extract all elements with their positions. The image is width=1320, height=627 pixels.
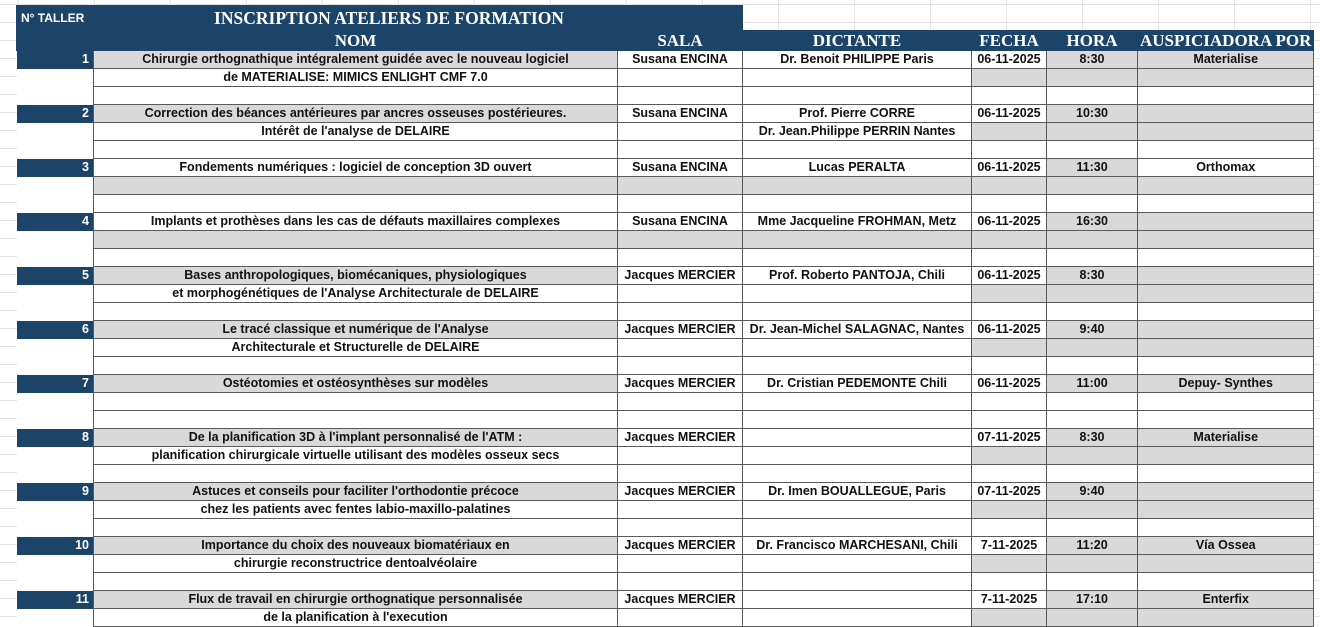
workshop-number-cell[interactable]: 5 bbox=[17, 267, 94, 285]
header-row-2 bbox=[17, 31, 1314, 51]
table-row bbox=[17, 213, 1314, 231]
auspiciadora-cell[interactable] bbox=[1138, 501, 1314, 519]
auspiciadora-cell[interactable] bbox=[1138, 447, 1314, 465]
table-row bbox=[17, 537, 1314, 555]
empty-cell[interactable] bbox=[1138, 303, 1314, 321]
empty-cell[interactable] bbox=[17, 87, 94, 105]
table-row bbox=[17, 105, 1314, 123]
empty-cell[interactable] bbox=[743, 465, 972, 483]
fecha-cell[interactable]: 7-11-2025 bbox=[972, 591, 1047, 609]
sala-cell[interactable]: Jacques MERCIER bbox=[618, 375, 743, 393]
dictante-cell[interactable]: Dr. Cristian PEDEMONTE Chili bbox=[743, 375, 972, 393]
sala-cell[interactable]: Susana ENCINA bbox=[618, 105, 743, 123]
dictante-cell[interactable] bbox=[743, 591, 972, 609]
nom-cell[interactable]: Chirurgie orthognathique intégralement guidée avec le nouveau logiciel bbox=[94, 51, 618, 69]
empty-cell[interactable] bbox=[972, 519, 1047, 537]
nom-cell[interactable] bbox=[94, 231, 618, 249]
empty-cell[interactable] bbox=[17, 141, 94, 159]
nom-cell[interactable] bbox=[94, 177, 618, 195]
fecha-cell[interactable] bbox=[972, 285, 1047, 303]
sala-cell[interactable]: Jacques MERCIER bbox=[618, 537, 743, 555]
empty-cell[interactable] bbox=[1138, 249, 1314, 267]
hora-cell[interactable]: 16:30 bbox=[1047, 213, 1138, 231]
nom-cell[interactable]: Architecturale et Structurelle de DELAIRE bbox=[94, 339, 618, 357]
nom-cell[interactable]: chirurgie reconstructrice dentoalvéolaire bbox=[94, 555, 618, 573]
blank-row bbox=[17, 465, 1314, 483]
auspiciadora-cell[interactable]: Materialise bbox=[1138, 429, 1314, 447]
blank-row bbox=[17, 141, 1314, 159]
empty-cell[interactable] bbox=[1138, 465, 1314, 483]
empty-cell[interactable] bbox=[17, 231, 94, 249]
table-row bbox=[17, 609, 1314, 627]
dictante-cell[interactable]: Prof. Pierre CORRE bbox=[743, 105, 972, 123]
empty-cell[interactable] bbox=[17, 339, 94, 357]
auspiciadora-cell[interactable] bbox=[1138, 555, 1314, 573]
n-taller-header[interactable]: N° TALLER bbox=[17, 6, 94, 51]
dictante-cell[interactable]: Dr. Francisco MARCHESANI, Chili bbox=[743, 537, 972, 555]
hora-cell[interactable]: 11:20 bbox=[1047, 537, 1138, 555]
dictante-cell[interactable] bbox=[743, 69, 972, 87]
column-header-dictante[interactable]: DICTANTE bbox=[743, 31, 972, 51]
table-row bbox=[17, 501, 1314, 519]
auspiciadora-cell[interactable] bbox=[1138, 69, 1314, 87]
empty-cell[interactable] bbox=[972, 141, 1047, 159]
empty-cell[interactable] bbox=[1138, 87, 1314, 105]
sala-cell[interactable] bbox=[618, 501, 743, 519]
fecha-cell[interactable] bbox=[972, 123, 1047, 141]
workshop-number-cell[interactable]: 3 bbox=[17, 159, 94, 177]
fecha-cell[interactable]: 06-11-2025 bbox=[972, 51, 1047, 69]
empty-cell[interactable] bbox=[972, 195, 1047, 213]
empty-cell[interactable] bbox=[17, 465, 94, 483]
hora-cell[interactable] bbox=[1047, 339, 1138, 357]
dictante-cell[interactable] bbox=[743, 339, 972, 357]
empty-cell[interactable] bbox=[1047, 141, 1138, 159]
empty-cell[interactable] bbox=[1047, 195, 1138, 213]
dictante-cell[interactable] bbox=[743, 177, 972, 195]
blank-row bbox=[17, 519, 1314, 537]
fecha-cell[interactable]: 07-11-2025 bbox=[972, 429, 1047, 447]
hora-cell[interactable]: 8:30 bbox=[1047, 267, 1138, 285]
empty-cell[interactable] bbox=[1138, 195, 1314, 213]
fecha-cell[interactable]: 06-11-2025 bbox=[972, 105, 1047, 123]
column-header-hora[interactable]: HORA bbox=[1047, 31, 1138, 51]
nom-cell[interactable]: Le tracé classique et numérique de l'Analyse bbox=[94, 321, 618, 339]
dictante-cell[interactable]: Mme Jacqueline FROHMAN, Metz bbox=[743, 213, 972, 231]
auspiciadora-cell[interactable] bbox=[1138, 213, 1314, 231]
auspiciadora-cell[interactable] bbox=[1138, 483, 1314, 501]
nom-cell[interactable]: et morphogénétiques de l'Analyse Architecturale de DELAIRE bbox=[94, 285, 618, 303]
auspiciadora-cell[interactable]: Orthomax bbox=[1138, 159, 1314, 177]
hora-cell[interactable] bbox=[1047, 285, 1138, 303]
dictante-cell[interactable]: Lucas PERALTA bbox=[743, 159, 972, 177]
sala-cell[interactable] bbox=[618, 609, 743, 627]
nom-cell[interactable]: Fondements numériques : logiciel de conception 3D ouvert bbox=[94, 159, 618, 177]
dictante-cell[interactable] bbox=[743, 393, 972, 411]
fecha-cell[interactable]: 06-11-2025 bbox=[972, 375, 1047, 393]
empty-cell[interactable] bbox=[743, 195, 972, 213]
empty-cell[interactable] bbox=[17, 303, 94, 321]
header-empty-cells[interactable] bbox=[743, 6, 1314, 31]
empty-cell[interactable] bbox=[1047, 87, 1138, 105]
sala-cell[interactable] bbox=[618, 231, 743, 249]
hora-cell[interactable]: 8:30 bbox=[1047, 429, 1138, 447]
empty-cell[interactable] bbox=[94, 411, 618, 429]
auspiciadora-cell[interactable] bbox=[1138, 393, 1314, 411]
empty-cell[interactable] bbox=[618, 519, 743, 537]
empty-cell[interactable] bbox=[743, 357, 972, 375]
hora-cell[interactable] bbox=[1047, 231, 1138, 249]
blank-row bbox=[17, 303, 1314, 321]
blank-row bbox=[17, 195, 1314, 213]
empty-cell[interactable] bbox=[17, 123, 94, 141]
nom-cell[interactable]: Flux de travail en chirurgie orthognatique personnalisée bbox=[94, 591, 618, 609]
sala-cell[interactable]: Jacques MERCIER bbox=[618, 267, 743, 285]
table-row bbox=[17, 51, 1314, 69]
nom-cell[interactable]: de la planification à l'execution bbox=[94, 609, 618, 627]
empty-cell[interactable] bbox=[743, 249, 972, 267]
sala-cell[interactable] bbox=[618, 123, 743, 141]
sheet-title[interactable]: INSCRIPTION ATELIERS DE FORMATION bbox=[94, 6, 743, 31]
blank-row bbox=[17, 249, 1314, 267]
auspiciadora-cell[interactable] bbox=[1138, 339, 1314, 357]
empty-cell[interactable] bbox=[94, 573, 618, 591]
fecha-cell[interactable] bbox=[972, 393, 1047, 411]
table-row bbox=[17, 69, 1314, 87]
empty-cell[interactable] bbox=[1138, 141, 1314, 159]
column-header-sala[interactable]: SALA bbox=[618, 31, 743, 51]
empty-cell[interactable] bbox=[17, 177, 94, 195]
auspiciadora-cell[interactable] bbox=[1138, 231, 1314, 249]
nom-cell[interactable]: Intérêt de l'analyse de DELAIRE bbox=[94, 123, 618, 141]
empty-cell[interactable] bbox=[1138, 519, 1314, 537]
fecha-cell[interactable] bbox=[972, 69, 1047, 87]
sala-cell[interactable]: Susana ENCINA bbox=[618, 159, 743, 177]
empty-cell[interactable] bbox=[94, 249, 618, 267]
fecha-cell[interactable]: 06-11-2025 bbox=[972, 267, 1047, 285]
auspiciadora-cell[interactable] bbox=[1138, 123, 1314, 141]
workshop-number-cell[interactable]: 4 bbox=[17, 213, 94, 231]
column-header-auspiciadora[interactable]: AUSPICIADORA POR bbox=[1138, 31, 1314, 51]
empty-cell[interactable] bbox=[17, 357, 94, 375]
hora-cell[interactable]: 8:30 bbox=[1047, 51, 1138, 69]
dictante-cell[interactable]: Dr. Benoit PHILIPPE Paris bbox=[743, 51, 972, 69]
empty-cell[interactable] bbox=[94, 141, 618, 159]
empty-cell[interactable] bbox=[618, 141, 743, 159]
blank-row bbox=[17, 573, 1314, 591]
empty-cell[interactable] bbox=[17, 501, 94, 519]
blank-row bbox=[17, 411, 1314, 429]
empty-cell[interactable] bbox=[94, 519, 618, 537]
column-header-fecha[interactable]: FECHA bbox=[972, 31, 1047, 51]
empty-cell[interactable] bbox=[94, 357, 618, 375]
empty-cell[interactable] bbox=[972, 303, 1047, 321]
empty-cell[interactable] bbox=[17, 573, 94, 591]
empty-cell[interactable] bbox=[972, 465, 1047, 483]
nom-cell[interactable] bbox=[94, 393, 618, 411]
nom-cell[interactable]: chez les patients avec fentes labio-maxillo-palatines bbox=[94, 501, 618, 519]
empty-cell[interactable] bbox=[618, 411, 743, 429]
empty-cell[interactable] bbox=[618, 303, 743, 321]
empty-cell[interactable] bbox=[618, 249, 743, 267]
nom-cell[interactable]: Ostéotomies et ostéosynthèses sur modèles bbox=[94, 375, 618, 393]
table-row bbox=[17, 483, 1314, 501]
hora-cell[interactable]: 9:40 bbox=[1047, 483, 1138, 501]
empty-cell[interactable] bbox=[1047, 303, 1138, 321]
auspiciadora-cell[interactable] bbox=[1138, 609, 1314, 627]
hora-cell[interactable]: 11:00 bbox=[1047, 375, 1138, 393]
empty-cell[interactable] bbox=[972, 249, 1047, 267]
hora-cell[interactable] bbox=[1047, 609, 1138, 627]
hora-cell[interactable] bbox=[1047, 177, 1138, 195]
auspiciadora-cell[interactable] bbox=[1138, 321, 1314, 339]
empty-cell[interactable] bbox=[972, 411, 1047, 429]
empty-cell[interactable] bbox=[743, 519, 972, 537]
fecha-cell[interactable] bbox=[972, 177, 1047, 195]
table-row bbox=[17, 123, 1314, 141]
table-row bbox=[17, 375, 1314, 393]
empty-cell[interactable] bbox=[743, 573, 972, 591]
fecha-cell[interactable] bbox=[972, 609, 1047, 627]
nom-cell[interactable]: Astuces et conseils pour faciliter l'orthodontie précoce bbox=[94, 483, 618, 501]
table-row bbox=[17, 393, 1314, 411]
table-row bbox=[17, 555, 1314, 573]
sala-cell[interactable] bbox=[618, 177, 743, 195]
empty-cell[interactable] bbox=[17, 609, 94, 627]
nom-cell[interactable]: de MATERIALISE: MIMICS ENLIGHT CMF 7.0 bbox=[94, 69, 618, 87]
hora-cell[interactable]: 10:30 bbox=[1047, 105, 1138, 123]
auspiciadora-cell[interactable] bbox=[1138, 285, 1314, 303]
table-row bbox=[17, 267, 1314, 285]
hora-cell[interactable]: 11:30 bbox=[1047, 159, 1138, 177]
dictante-cell[interactable] bbox=[743, 555, 972, 573]
table-row bbox=[17, 231, 1314, 249]
hora-cell[interactable] bbox=[1047, 555, 1138, 573]
spreadsheet-table bbox=[16, 5, 1314, 627]
empty-cell[interactable] bbox=[1047, 519, 1138, 537]
nom-cell[interactable]: Importance du choix des nouveaux biomatériaux en bbox=[94, 537, 618, 555]
auspiciadora-cell[interactable] bbox=[1138, 177, 1314, 195]
empty-cell[interactable] bbox=[972, 357, 1047, 375]
table-row bbox=[17, 447, 1314, 465]
fecha-cell[interactable]: 7-11-2025 bbox=[972, 537, 1047, 555]
empty-cell[interactable] bbox=[972, 573, 1047, 591]
empty-cell[interactable] bbox=[743, 141, 972, 159]
table-row bbox=[17, 429, 1314, 447]
empty-cell[interactable] bbox=[1047, 249, 1138, 267]
empty-cell[interactable] bbox=[618, 573, 743, 591]
dictante-cell[interactable] bbox=[743, 501, 972, 519]
sala-cell[interactable] bbox=[618, 555, 743, 573]
empty-cell[interactable] bbox=[1138, 411, 1314, 429]
workshop-number-cell[interactable]: 7 bbox=[17, 375, 94, 393]
sala-cell[interactable]: Susana ENCINA bbox=[618, 213, 743, 231]
sala-cell[interactable]: Jacques MERCIER bbox=[618, 321, 743, 339]
auspiciadora-cell[interactable]: Materialise bbox=[1138, 51, 1314, 69]
empty-cell[interactable] bbox=[1047, 411, 1138, 429]
empty-cell[interactable] bbox=[743, 303, 972, 321]
dictante-cell[interactable] bbox=[743, 609, 972, 627]
hora-cell[interactable]: 9:40 bbox=[1047, 321, 1138, 339]
empty-cell[interactable] bbox=[17, 411, 94, 429]
empty-cell[interactable] bbox=[17, 69, 94, 87]
hora-cell[interactable] bbox=[1047, 447, 1138, 465]
empty-cell[interactable] bbox=[1138, 357, 1314, 375]
workshop-number-cell[interactable]: 6 bbox=[17, 321, 94, 339]
sala-cell[interactable] bbox=[618, 69, 743, 87]
empty-cell[interactable] bbox=[17, 195, 94, 213]
workshop-number-cell[interactable]: 10 bbox=[17, 537, 94, 555]
dictante-cell[interactable]: Dr. Jean.Philippe PERRIN Nantes bbox=[743, 123, 972, 141]
column-header-nom[interactable]: NOM bbox=[94, 31, 618, 51]
sala-cell[interactable]: Jacques MERCIER bbox=[618, 591, 743, 609]
table-row bbox=[17, 177, 1314, 195]
sala-cell[interactable] bbox=[618, 393, 743, 411]
blank-row bbox=[17, 357, 1314, 375]
nom-cell[interactable]: Implants et prothèses dans les cas de défauts maxillaires complexes bbox=[94, 213, 618, 231]
sala-cell[interactable] bbox=[618, 285, 743, 303]
fecha-cell[interactable] bbox=[972, 447, 1047, 465]
fecha-cell[interactable] bbox=[972, 555, 1047, 573]
empty-cell[interactable] bbox=[17, 447, 94, 465]
empty-cell[interactable] bbox=[94, 87, 618, 105]
sala-cell[interactable]: Jacques MERCIER bbox=[618, 483, 743, 501]
empty-cell[interactable] bbox=[94, 303, 618, 321]
fecha-cell[interactable]: 06-11-2025 bbox=[972, 159, 1047, 177]
fecha-cell[interactable]: 06-11-2025 bbox=[972, 321, 1047, 339]
empty-cell[interactable] bbox=[17, 555, 94, 573]
table-row bbox=[17, 339, 1314, 357]
dictante-cell[interactable] bbox=[743, 447, 972, 465]
empty-cell[interactable] bbox=[94, 195, 618, 213]
fecha-cell[interactable] bbox=[972, 231, 1047, 249]
table-row bbox=[17, 159, 1314, 177]
dictante-cell[interactable]: Prof. Roberto PANTOJA, Chili bbox=[743, 267, 972, 285]
empty-cell[interactable] bbox=[618, 87, 743, 105]
blank-row bbox=[17, 87, 1314, 105]
workshop-number-cell[interactable]: 2 bbox=[17, 105, 94, 123]
fecha-cell[interactable]: 07-11-2025 bbox=[972, 483, 1047, 501]
table-row bbox=[17, 591, 1314, 609]
nom-cell[interactable]: Correction des béances antérieures par ancres osseuses postérieures. bbox=[94, 105, 618, 123]
fecha-cell[interactable] bbox=[972, 501, 1047, 519]
workshop-number-cell[interactable]: 11 bbox=[17, 591, 94, 609]
nom-cell[interactable]: De la planification 3D à l'implant personnalisé de l'ATM : bbox=[94, 429, 618, 447]
nom-cell[interactable]: Bases anthropologiques, biomécaniques, physiologiques bbox=[94, 267, 618, 285]
empty-cell[interactable] bbox=[17, 249, 94, 267]
auspiciadora-cell[interactable] bbox=[1138, 267, 1314, 285]
hora-cell[interactable] bbox=[1047, 123, 1138, 141]
sala-cell[interactable] bbox=[618, 339, 743, 357]
fecha-cell[interactable]: 06-11-2025 bbox=[972, 213, 1047, 231]
nom-cell[interactable]: planification chirurgicale virtuelle utilisant des modèles osseux secs bbox=[94, 447, 618, 465]
workshop-number-cell[interactable]: 9 bbox=[17, 483, 94, 501]
dictante-cell[interactable] bbox=[743, 429, 972, 447]
table-row bbox=[17, 321, 1314, 339]
empty-cell[interactable] bbox=[618, 465, 743, 483]
empty-cell[interactable] bbox=[94, 465, 618, 483]
dictante-cell[interactable]: Dr. Jean-Michel SALAGNAC, Nantes bbox=[743, 321, 972, 339]
hora-cell[interactable] bbox=[1047, 393, 1138, 411]
hora-cell[interactable] bbox=[1047, 501, 1138, 519]
auspiciadora-cell[interactable] bbox=[1138, 105, 1314, 123]
header-row-1 bbox=[17, 6, 1314, 31]
empty-cell[interactable] bbox=[17, 393, 94, 411]
table-row bbox=[17, 285, 1314, 303]
dictante-cell[interactable]: Dr. Imen BOUALLEGUE, Paris bbox=[743, 483, 972, 501]
auspiciadora-cell[interactable]: Vía Ossea bbox=[1138, 537, 1314, 555]
empty-cell[interactable] bbox=[1047, 357, 1138, 375]
empty-cell[interactable] bbox=[972, 87, 1047, 105]
hora-cell[interactable]: 17:10 bbox=[1047, 591, 1138, 609]
empty-cell[interactable] bbox=[17, 519, 94, 537]
dictante-cell[interactable] bbox=[743, 231, 972, 249]
empty-cell[interactable] bbox=[17, 285, 94, 303]
auspiciadora-cell[interactable]: Enterfix bbox=[1138, 591, 1314, 609]
empty-cell[interactable] bbox=[743, 87, 972, 105]
empty-cell[interactable] bbox=[1047, 465, 1138, 483]
sala-cell[interactable] bbox=[618, 447, 743, 465]
workshop-number-cell[interactable]: 8 bbox=[17, 429, 94, 447]
empty-cell[interactable] bbox=[618, 357, 743, 375]
empty-cell[interactable] bbox=[618, 195, 743, 213]
auspiciadora-cell[interactable]: Depuy- Synthes bbox=[1138, 375, 1314, 393]
hora-cell[interactable] bbox=[1047, 69, 1138, 87]
sala-cell[interactable]: Susana ENCINA bbox=[618, 51, 743, 69]
empty-cell[interactable] bbox=[743, 411, 972, 429]
fecha-cell[interactable] bbox=[972, 339, 1047, 357]
empty-cell[interactable] bbox=[1138, 573, 1314, 591]
workshop-number-cell[interactable]: 1 bbox=[17, 51, 94, 69]
empty-cell[interactable] bbox=[1047, 573, 1138, 591]
sala-cell[interactable]: Jacques MERCIER bbox=[618, 429, 743, 447]
dictante-cell[interactable] bbox=[743, 285, 972, 303]
